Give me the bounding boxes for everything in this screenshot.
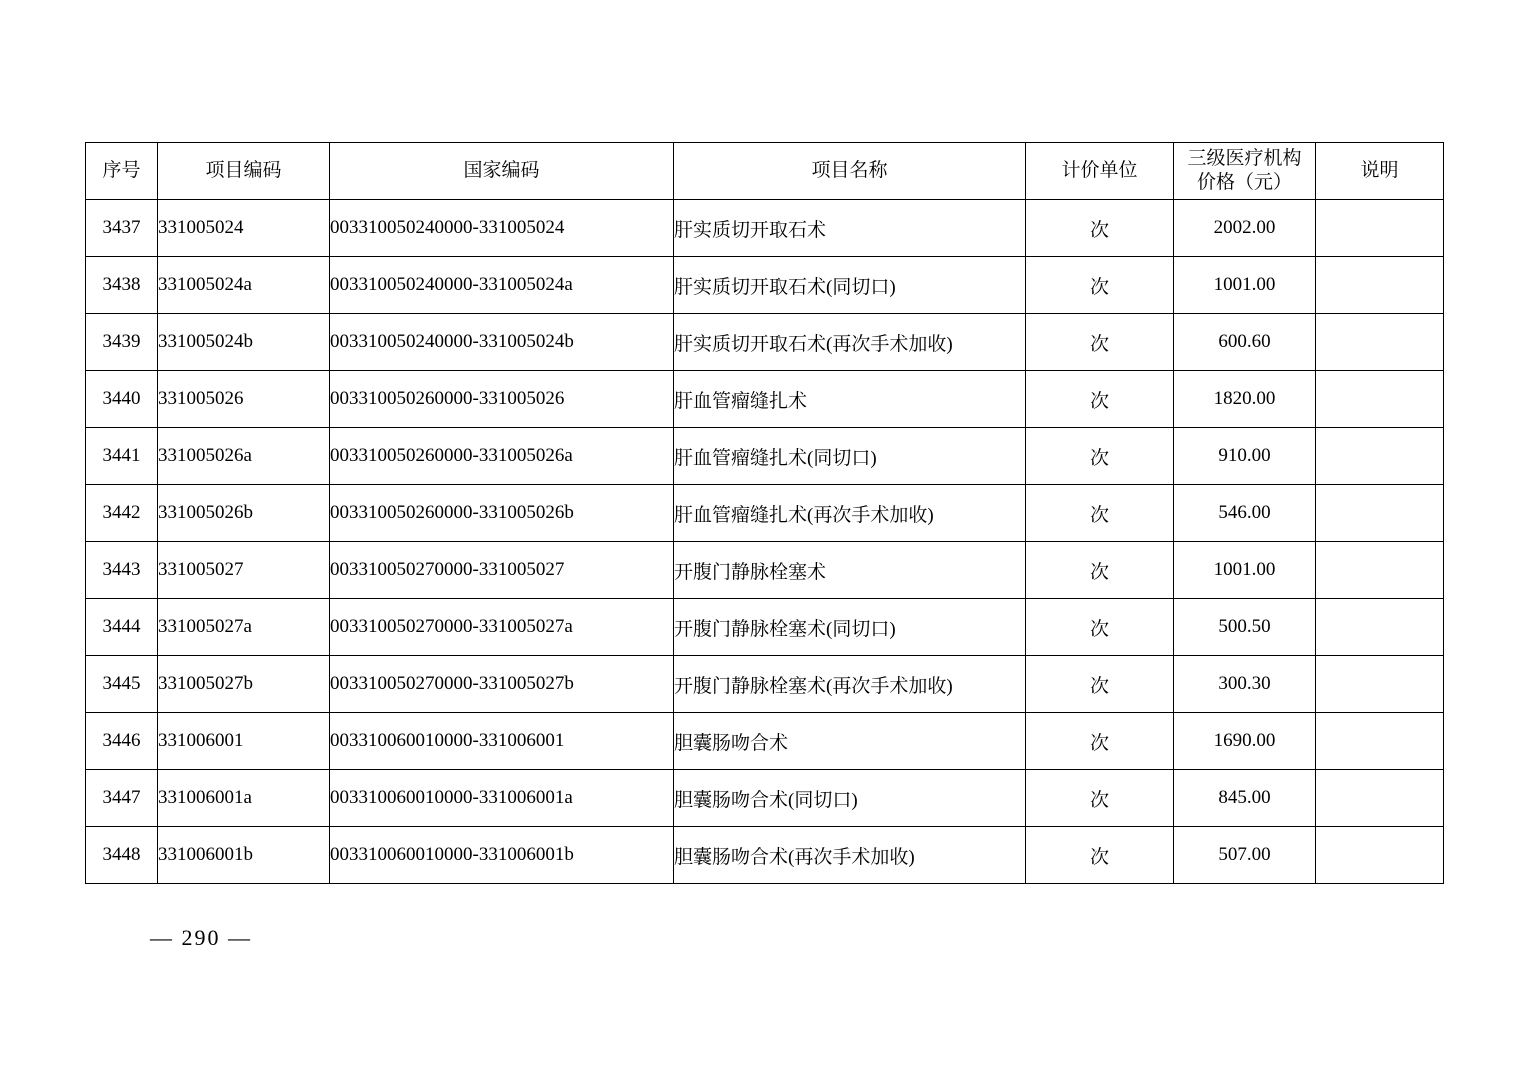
cell-price: 1690.00 bbox=[1174, 713, 1316, 770]
cell-item-code: 331006001b bbox=[158, 827, 330, 884]
cell-index: 3438 bbox=[86, 257, 158, 314]
cell-item-name: 胆囊肠吻合术(再次手术加收) bbox=[674, 827, 1026, 884]
cell-unit: 次 bbox=[1026, 599, 1174, 656]
table-row bbox=[86, 656, 1444, 713]
cell-unit: 次 bbox=[1026, 827, 1174, 884]
cell-national-code: 003310060010000-331006001a bbox=[330, 770, 674, 827]
cell-national-code: 003310050260000-331005026b bbox=[330, 485, 674, 542]
column-header-unit: 计价单位 bbox=[1026, 143, 1174, 200]
column-header-price bbox=[1174, 143, 1316, 200]
cell-national-code: 003310050270000-331005027a bbox=[330, 599, 674, 656]
cell-item-name: 开腹门静脉栓塞术(再次手术加收) bbox=[674, 656, 1026, 713]
table-row bbox=[86, 770, 1444, 827]
cell-index: 3440 bbox=[86, 371, 158, 428]
medical-price-table bbox=[85, 142, 1444, 884]
cell-unit: 次 bbox=[1026, 200, 1174, 257]
cell-note bbox=[1316, 485, 1444, 542]
cell-price: 1001.00 bbox=[1174, 542, 1316, 599]
cell-unit: 次 bbox=[1026, 314, 1174, 371]
cell-item-name: 肝血管瘤缝扎术 bbox=[674, 371, 1026, 428]
cell-index: 3448 bbox=[86, 827, 158, 884]
cell-item-code: 331005026b bbox=[158, 485, 330, 542]
cell-item-code: 331005024 bbox=[158, 200, 330, 257]
cell-item-name: 胆囊肠吻合术 bbox=[674, 713, 1026, 770]
cell-item-code: 331005026a bbox=[158, 428, 330, 485]
cell-note bbox=[1316, 542, 1444, 599]
table-row bbox=[86, 485, 1444, 542]
cell-price: 507.00 bbox=[1174, 827, 1316, 884]
table-row bbox=[86, 314, 1444, 371]
cell-item-code: 331005027a bbox=[158, 599, 330, 656]
cell-note bbox=[1316, 599, 1444, 656]
cell-national-code: 003310050270000-331005027b bbox=[330, 656, 674, 713]
cell-index: 3445 bbox=[86, 656, 158, 713]
cell-price: 300.30 bbox=[1174, 656, 1316, 713]
cell-item-code: 331006001a bbox=[158, 770, 330, 827]
cell-national-code: 003310060010000-331006001 bbox=[330, 713, 674, 770]
cell-index: 3439 bbox=[86, 314, 158, 371]
cell-note bbox=[1316, 713, 1444, 770]
cell-unit: 次 bbox=[1026, 485, 1174, 542]
table-row bbox=[86, 428, 1444, 485]
cell-national-code: 003310050240000-331005024b bbox=[330, 314, 674, 371]
cell-item-name: 肝实质切开取石术 bbox=[674, 200, 1026, 257]
cell-national-code: 003310050240000-331005024 bbox=[330, 200, 674, 257]
cell-price: 1001.00 bbox=[1174, 257, 1316, 314]
cell-item-code: 331005027 bbox=[158, 542, 330, 599]
column-header-national-code: 国家编码 bbox=[330, 143, 674, 200]
column-header-price-line2: 价格（元） bbox=[1196, 172, 1292, 193]
cell-item-name: 肝血管瘤缝扎术(同切口) bbox=[674, 428, 1026, 485]
cell-price: 845.00 bbox=[1174, 770, 1316, 827]
cell-note bbox=[1316, 827, 1444, 884]
cell-national-code: 003310060010000-331006001b bbox=[330, 827, 674, 884]
cell-price: 500.50 bbox=[1174, 599, 1316, 656]
table-row bbox=[86, 599, 1444, 656]
column-header-index: 序号 bbox=[86, 143, 158, 200]
cell-note bbox=[1316, 428, 1444, 485]
cell-note bbox=[1316, 656, 1444, 713]
cell-unit: 次 bbox=[1026, 656, 1174, 713]
column-header-note: 说明 bbox=[1316, 143, 1444, 200]
cell-item-name: 开腹门静脉栓塞术(同切口) bbox=[674, 599, 1026, 656]
cell-unit: 次 bbox=[1026, 770, 1174, 827]
cell-item-name: 肝实质切开取石术(同切口) bbox=[674, 257, 1026, 314]
cell-note bbox=[1316, 770, 1444, 827]
cell-item-name: 肝实质切开取石术(再次手术加收) bbox=[674, 314, 1026, 371]
cell-national-code: 003310050270000-331005027 bbox=[330, 542, 674, 599]
column-header-item-name: 项目名称 bbox=[674, 143, 1026, 200]
cell-item-code: 331005026 bbox=[158, 371, 330, 428]
table-row bbox=[86, 200, 1444, 257]
cell-index: 3442 bbox=[86, 485, 158, 542]
cell-note bbox=[1316, 257, 1444, 314]
column-header-item-code: 项目编码 bbox=[158, 143, 330, 200]
cell-price: 600.60 bbox=[1174, 314, 1316, 371]
cell-item-name: 肝血管瘤缝扎术(再次手术加收) bbox=[674, 485, 1026, 542]
column-header-price-line1: 三级医疗机构 bbox=[1187, 148, 1302, 170]
cell-index: 3447 bbox=[86, 770, 158, 827]
cell-price: 546.00 bbox=[1174, 485, 1316, 542]
page-number: — 290 — bbox=[150, 925, 252, 950]
cell-item-name: 胆囊肠吻合术(同切口) bbox=[674, 770, 1026, 827]
cell-item-code: 331006001 bbox=[158, 713, 330, 770]
cell-unit: 次 bbox=[1026, 428, 1174, 485]
table-header bbox=[86, 143, 1444, 200]
cell-item-code: 331005024b bbox=[158, 314, 330, 371]
cell-unit: 次 bbox=[1026, 257, 1174, 314]
table-row bbox=[86, 257, 1444, 314]
cell-note bbox=[1316, 200, 1444, 257]
cell-item-name: 开腹门静脉栓塞术 bbox=[674, 542, 1026, 599]
cell-price: 910.00 bbox=[1174, 428, 1316, 485]
cell-price: 2002.00 bbox=[1174, 200, 1316, 257]
cell-national-code: 003310050260000-331005026 bbox=[330, 371, 674, 428]
table-row bbox=[86, 827, 1444, 884]
table-row bbox=[86, 371, 1444, 428]
table-row bbox=[86, 713, 1444, 770]
cell-index: 3446 bbox=[86, 713, 158, 770]
table-header-row bbox=[86, 143, 1444, 200]
cell-item-code: 331005024a bbox=[158, 257, 330, 314]
table-body bbox=[86, 200, 1444, 884]
cell-index: 3444 bbox=[86, 599, 158, 656]
cell-index: 3441 bbox=[86, 428, 158, 485]
cell-national-code: 003310050240000-331005024a bbox=[330, 257, 674, 314]
cell-note bbox=[1316, 314, 1444, 371]
table-row bbox=[86, 542, 1444, 599]
cell-unit: 次 bbox=[1026, 713, 1174, 770]
cell-national-code: 003310050260000-331005026a bbox=[330, 428, 674, 485]
cell-unit: 次 bbox=[1026, 542, 1174, 599]
cell-item-code: 331005027b bbox=[158, 656, 330, 713]
cell-note bbox=[1316, 371, 1444, 428]
cell-price: 1820.00 bbox=[1174, 371, 1316, 428]
cell-index: 3443 bbox=[86, 542, 158, 599]
cell-index: 3437 bbox=[86, 200, 158, 257]
cell-unit: 次 bbox=[1026, 371, 1174, 428]
price-table-container bbox=[85, 142, 1433, 884]
